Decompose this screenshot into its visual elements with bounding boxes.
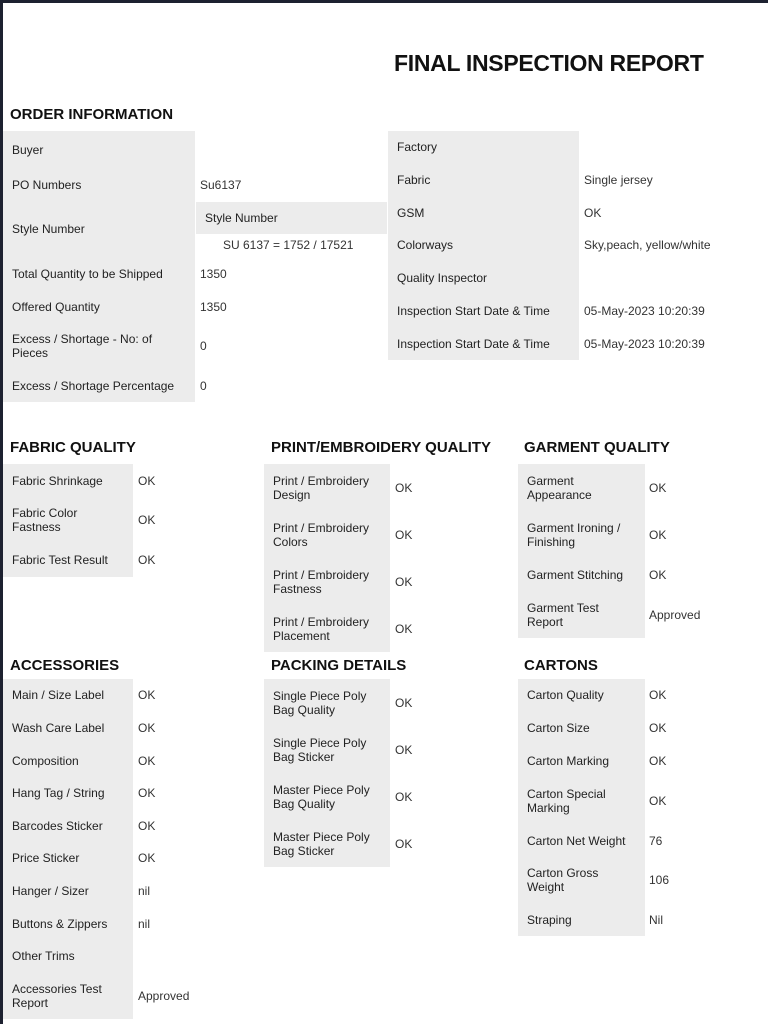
order-information-heading: ORDER INFORMATION [10, 106, 174, 123]
order-right-label: Fabric [388, 163, 579, 196]
cartons-label: Carton Gross Weight [518, 857, 645, 903]
print-embroidery-quality-label: Print / Embroidery Colors [264, 511, 390, 558]
cartons-value: 106 [649, 873, 670, 887]
accessories-value: OK [138, 753, 156, 768]
order-left-label: Style Number [3, 201, 195, 257]
fabric-quality-label: Fabric Color Fastness [3, 497, 133, 543]
accessories-label: Price Sticker [3, 842, 133, 874]
order-left-label: Excess / Shortage Percentage [3, 369, 195, 402]
garment-quality-value: Approved [649, 607, 701, 622]
print-embroidery-quality-label: Print / Embroidery Design [264, 464, 390, 511]
order-right-value: Single jersey [584, 172, 653, 187]
order-left-label: Excess / Shortage - No: of Pieces [3, 323, 195, 369]
accessories-value: OK [138, 688, 156, 702]
garment-quality-value: OK [649, 567, 667, 582]
order-left-value: 0 [200, 378, 207, 393]
packing-details-label: Single Piece Poly Bag Quality [264, 679, 390, 726]
cartons-value: OK [649, 753, 667, 768]
accessories-value: OK [138, 786, 156, 800]
cartons-value: 76 [649, 833, 663, 848]
packing-details-value: OK [395, 789, 413, 804]
garment-quality-label: Garment Appearance [518, 464, 645, 511]
order-left-label: Total Quantity to be Shipped [3, 257, 195, 290]
fabric-quality-value: OK [138, 513, 156, 527]
cartons-label: Carton Marking [518, 744, 645, 777]
cartons-value: OK [649, 688, 667, 702]
order-right-value: Sky,peach, yellow/white [584, 238, 711, 252]
cartons-heading: CARTONS [524, 657, 598, 674]
order-left-label: Buyer [3, 131, 195, 168]
page-title: FINAL INSPECTION REPORT [394, 50, 704, 76]
order-right-value: OK [584, 205, 602, 220]
accessories-label: Barcodes Sticker [3, 809, 133, 842]
accessories-label: Other Trims [3, 940, 133, 972]
accessories-value: nil [138, 883, 151, 898]
packing-details-value: OK [395, 836, 413, 851]
order-right-label: Inspection Start Date & Time [388, 327, 579, 360]
packing-details-value: OK [395, 742, 413, 757]
accessories-value: nil [138, 916, 151, 931]
garment-quality-value: OK [649, 480, 667, 495]
packing-details-label: Master Piece Poly Bag Quality [264, 773, 390, 820]
fabric-quality-label: Fabric Test Result [3, 543, 133, 577]
top-border [0, 0, 768, 3]
cartons-label: Carton Quality [518, 679, 645, 711]
order-left-value: 0 [200, 339, 207, 353]
order-left-label: Offered Quantity [3, 290, 195, 323]
order-left-label: PO Numbers [3, 168, 195, 201]
fabric-quality-value: OK [138, 553, 156, 567]
accessories-value: OK [138, 851, 156, 865]
order-right-label: Colorways [388, 229, 579, 261]
garment-quality-heading: GARMENT QUALITY [524, 439, 670, 456]
garment-quality-label: Garment Test Report [518, 591, 645, 638]
accessories-label: Wash Care Label [3, 711, 133, 744]
garment-quality-label: Garment Ironing / Finishing [518, 511, 645, 558]
order-right-label: Factory [388, 131, 579, 163]
cartons-value: Nil [649, 912, 663, 927]
fabric-quality-label: Fabric Shrinkage [3, 464, 133, 497]
accessories-label: Main / Size Label [3, 679, 133, 711]
accessories-label: Accessories Test Report [3, 972, 133, 1019]
style-number-sub-value: SU 6137 = 1752 / 17521 [223, 238, 354, 252]
order-right-label: GSM [388, 196, 579, 229]
print-embroidery-quality-label: Print / Embroidery Fastness [264, 558, 390, 605]
accessories-value: OK [138, 818, 156, 833]
order-left-value: 1350 [200, 266, 227, 281]
garment-quality-label: Garment Stitching [518, 558, 645, 591]
accessories-value: Approved [138, 988, 190, 1003]
print-embroidery-quality-value: OK [395, 621, 413, 636]
accessories-value: OK [138, 720, 156, 735]
packing-details-label: Master Piece Poly Bag Sticker [264, 820, 390, 867]
cartons-label: Carton Net Weight [518, 824, 645, 857]
accessories-label: Hang Tag / String [3, 777, 133, 809]
order-right-value: 05-May-2023 10:20:39 [584, 336, 705, 351]
print-embroidery-quality-value: OK [395, 480, 413, 495]
cartons-label: Carton Size [518, 711, 645, 744]
packing-details-heading: PACKING DETAILS [271, 657, 407, 674]
fabric-quality-value: OK [138, 473, 156, 488]
order-left-value: Su6137 [200, 177, 242, 192]
cartons-value: OK [649, 793, 667, 808]
style-number-sub-label: Style Number [196, 202, 387, 234]
cartons-label: Carton Special Marking [518, 777, 645, 824]
print-embroidery-quality-value: OK [395, 527, 413, 542]
accessories-label: Buttons & Zippers [3, 907, 133, 940]
cartons-label: Straping [518, 903, 645, 936]
packing-details-label: Single Piece Poly Bag Sticker [264, 726, 390, 773]
accessories-label: Hanger / Sizer [3, 874, 133, 907]
order-right-value: 05-May-2023 10:20:39 [584, 303, 705, 318]
fabric-quality-heading: FABRIC QUALITY [10, 439, 136, 456]
packing-details-value: OK [395, 695, 413, 710]
order-right-label: Quality Inspector [388, 261, 579, 294]
accessories-heading: ACCESSORIES [10, 657, 120, 674]
print-embroidery-quality-label: Print / Embroidery Placement [264, 605, 390, 652]
cartons-value: OK [649, 720, 667, 735]
garment-quality-value: OK [649, 527, 667, 542]
accessories-label: Composition [3, 744, 133, 777]
print-embroidery-quality-heading: PRINT/EMBROIDERY QUALITY [271, 439, 492, 456]
order-left-value: 1350 [200, 299, 227, 314]
print-embroidery-quality-value: OK [395, 574, 413, 589]
order-right-label: Inspection Start Date & Time [388, 294, 579, 327]
